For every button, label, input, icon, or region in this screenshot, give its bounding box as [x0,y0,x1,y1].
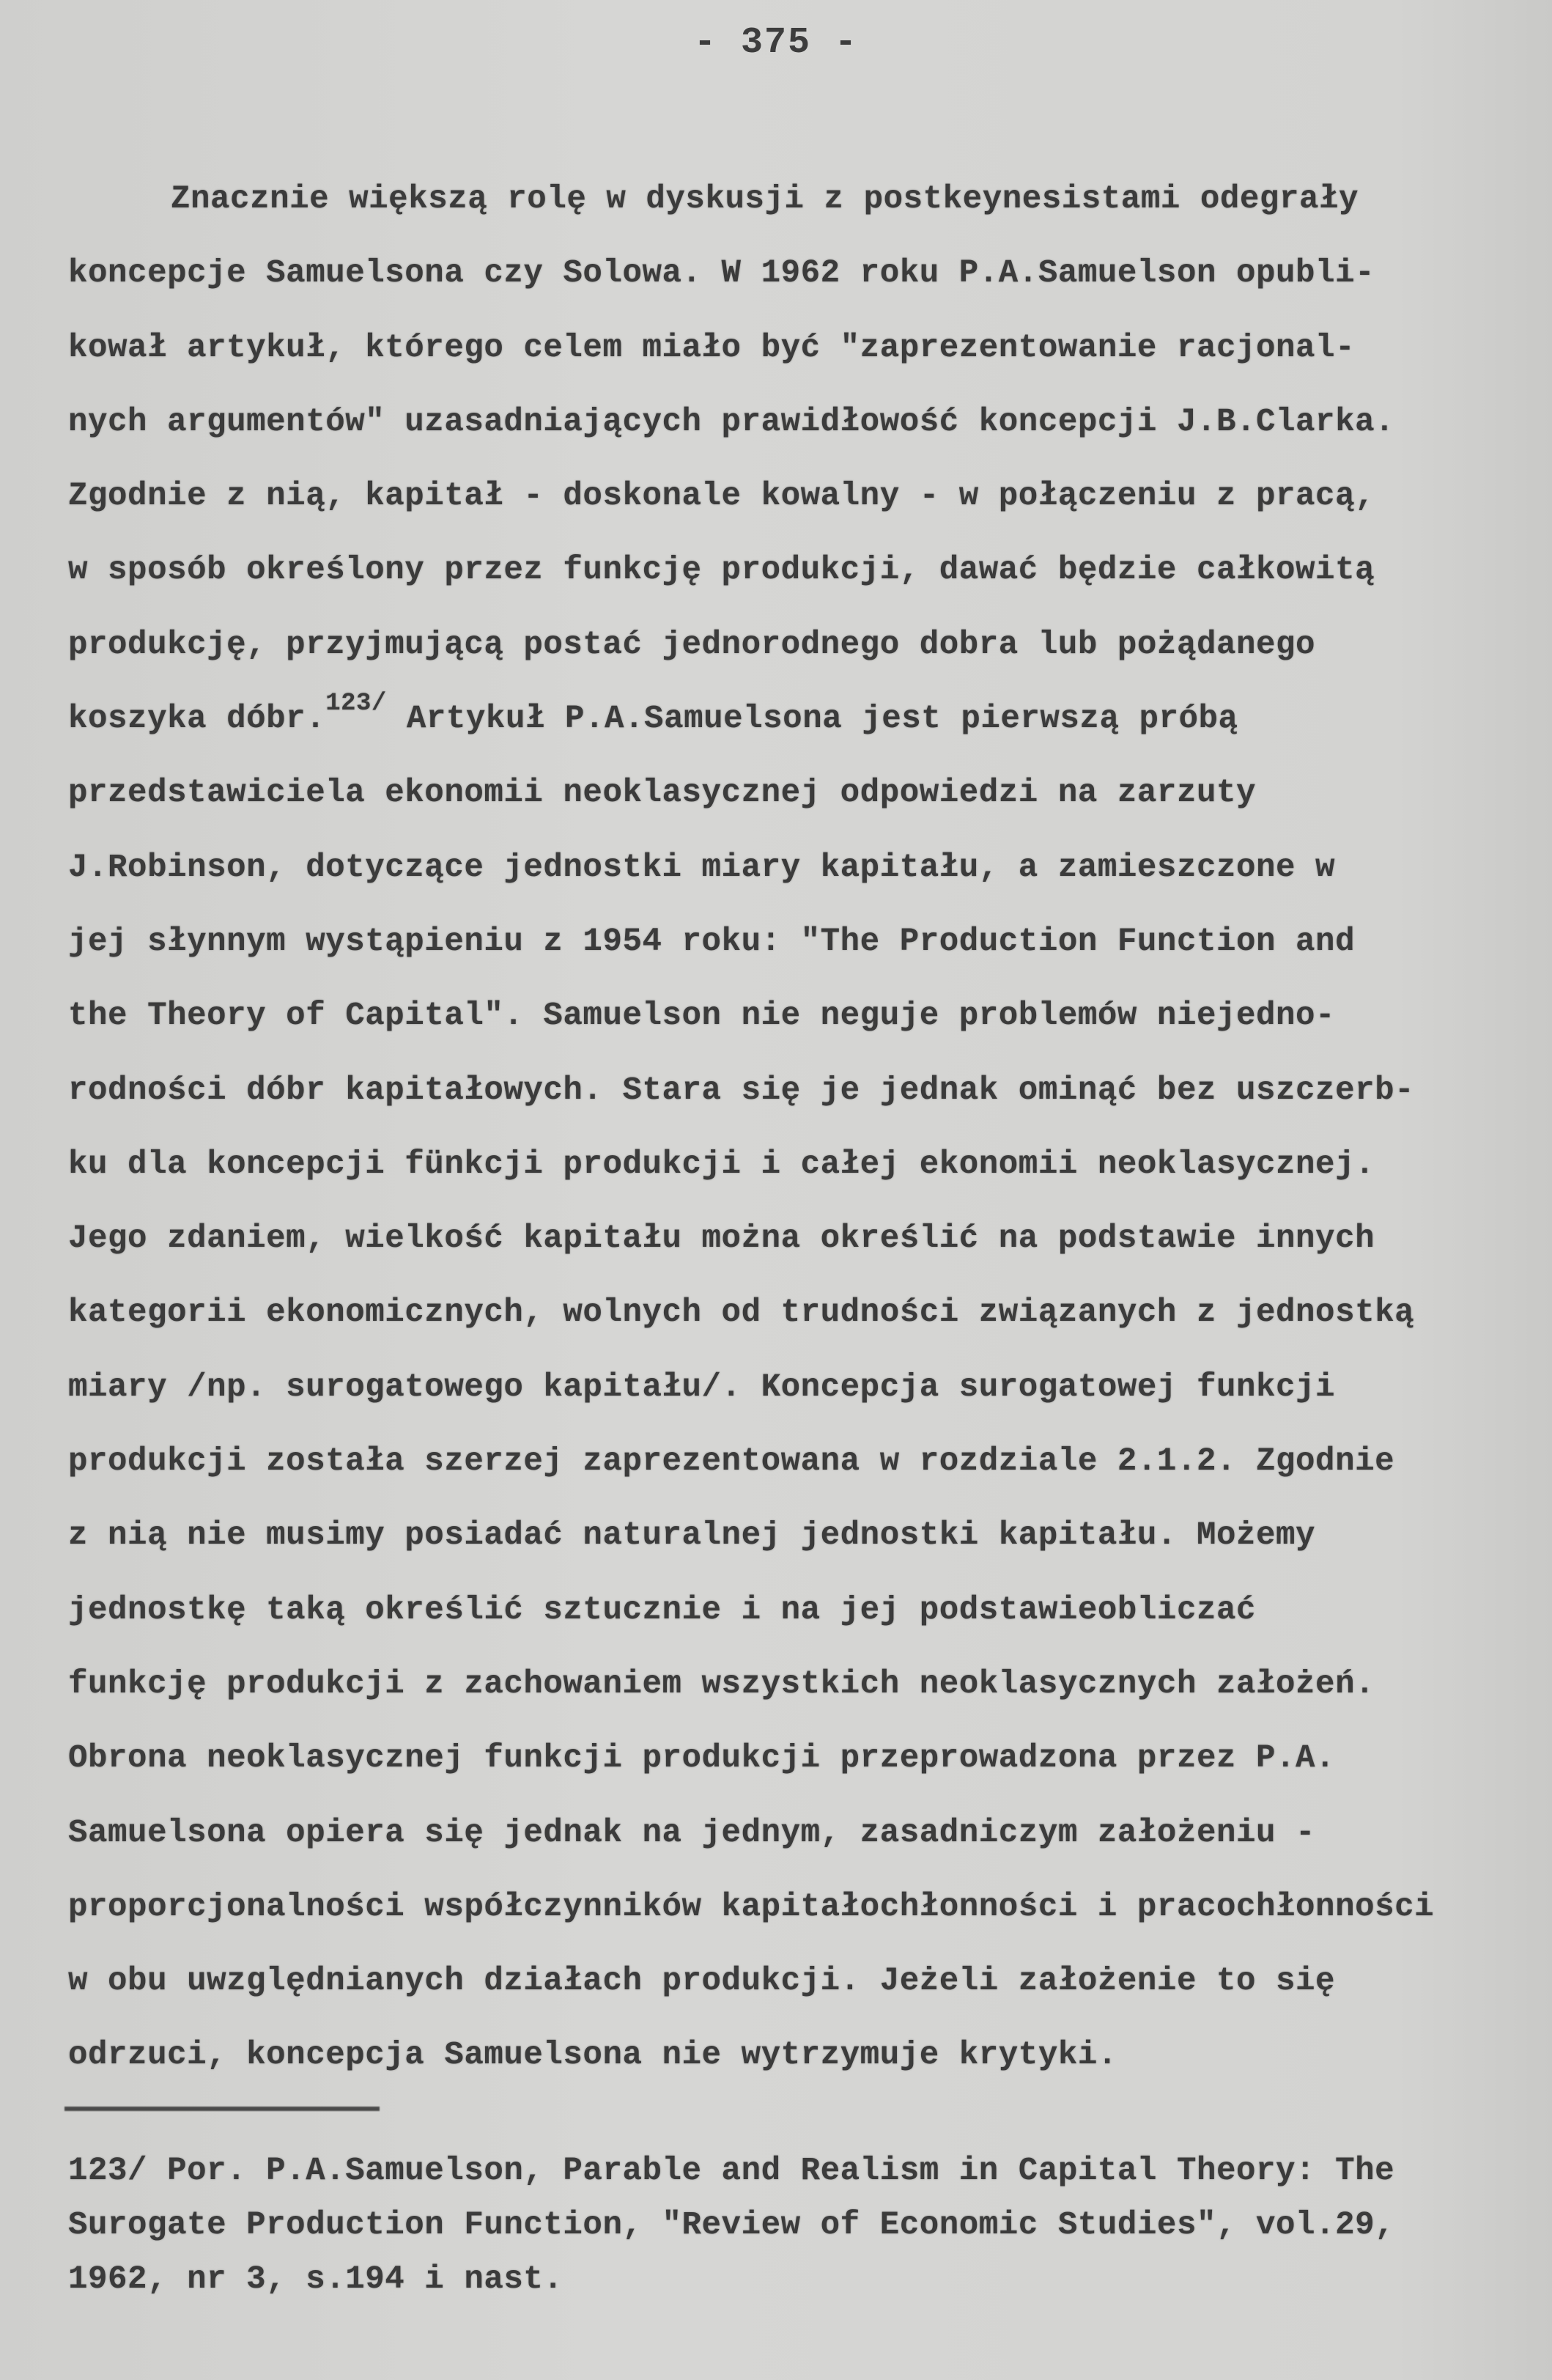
page-number: - 375 - [693,22,859,64]
body-line: the Theory of Capital". Samuelson nie neguje problemów niejedno- [68,998,1336,1035]
body-line: kategorii ekonomicznych, wolnych od trudności związanych z jednostką [68,1294,1415,1332]
body-line-continuation: Artykuł P.A.Samuelsona jest pierwszą próbą [386,701,1238,738]
body-line: rodności dóbr kapitałowych. Stara się je jednak ominąć bez uszczerb- [68,1072,1415,1109]
body-text [68,163,1541,2093]
body-line: Jego zdaniem, wielkość kapitału można określić na podstawie innych [68,1220,1375,1258]
footnote-line: 1962, nr 3, s.194 i nast. [68,2261,563,2298]
body-line: w sposób określony przez funkcję produkcji, dawać będzie całkowitą [68,552,1375,589]
body-line: kował artykuł, którego celem miało być "zaprezentowanie racjonal- [68,329,1356,366]
body-line: J.Robinson, dotyczące jednostki miary kapitału, a zamieszczone w [68,849,1336,886]
body-line: ku dla koncepcji fünkcji produkcji i całej ekonomii neoklasycznej. [68,1146,1375,1183]
body-line: produkcję, przyjmującą postać jednorodnego dobra lub pożądanego [68,626,1316,663]
body-line: jednostkę taką określić sztucznie i na jej podstawieobliczać [68,1591,1257,1629]
body-line-start: koszyka dóbr. [68,701,326,738]
footnote [68,2144,1541,2307]
body-line: w obu uwzględnianych działach produkcji. Jeżeli założenie to się [68,1963,1336,2000]
body-line-with-footnote [68,682,1541,756]
body-line: Znacznie większą rolę w dyskusji z postkeynesistami odegrały [171,181,1359,218]
body-line: odrzuci, koncepcja Samuelsona nie wytrzymuje krytyki. [68,2037,1117,2074]
body-line: produkcji została szerzej zaprezentowana w rozdziale 2.1.2. Zgodnie [68,1443,1395,1481]
footnote-line: Surogate Production Function, "Review of Economic Studies", vol.29, [68,2207,1395,2244]
footnote-line: 123/ Por. P.A.Samuelson, Parable and Realism in Capital Theory: The [68,2153,1395,2189]
body-line: koncepcje Samuelsona czy Solowa. W 1962 roku P.A.Samuelson opubli- [68,255,1375,292]
body-line: z nią nie musimy posiadać naturalnej jednostki kapitału. Możemy [68,1517,1316,1555]
body-line: jej słynnym wystąpieniu z 1954 roku: "The Production Function and [68,923,1356,960]
body-line: miary /np. surogatowego kapitału/. Koncepcja surogatowej funkcji [68,1368,1336,1406]
footnote-separator [64,2107,380,2111]
body-line: proporcjonalności współczynników kapitałochłonności i pracochłonności [68,1888,1435,1926]
body-line: Zgodnie z nią, kapitał - doskonale kowalny - w połączeniu z pracą, [68,478,1375,515]
body-line: funkcję produkcji z zachowaniem wszystkich neoklasycznych założeń. [68,1665,1375,1703]
body-line: przedstawiciela ekonomii neoklasycznej odpowiedzi na zarzuty [68,775,1257,812]
body-line: Samuelsona opiera się jednak na jednym, zasadniczym założeniu - [68,1814,1316,1852]
body-line: Obrona neoklasycznej funkcji produkcji przeprowadzona przez P.A. [68,1740,1336,1777]
body-line: nych argumentów" uzasadniających prawidłowość koncepcji J.B.Clarka. [68,403,1395,441]
footnote-reference[interactable]: 123/ [325,690,387,718]
